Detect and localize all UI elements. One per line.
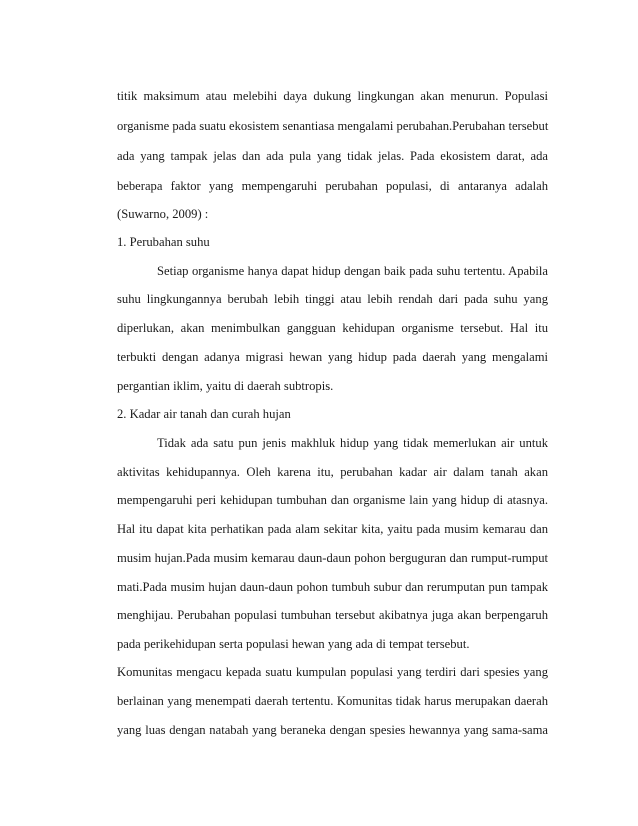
- text-line: berlainan yang menempati daerah tertentu. Komunitas tidak harus merupakan daerah: [117, 694, 548, 708]
- text-line: terbukti dengan adanya migrasi hewan yang hidup pada daerah yang mengalami: [117, 350, 548, 364]
- text-line: diperlukan, akan menimbulkan gangguan kehidupan organisme tersebut. Hal itu: [117, 321, 548, 335]
- paragraph-first-line: Setiap organisme hanya dapat hidup dengan baik pada suhu tertentu. Apabila: [157, 264, 548, 278]
- text-line: mempengaruhi peri kehidupan tumbuhan dan organisme lain yang hidup di atasnya.: [117, 493, 548, 507]
- text-line: musim hujan.Pada musim kemarau daun-daun pohon berguguran dan rumput-rumput: [117, 551, 548, 565]
- text-line: (Suwarno, 2009) :: [117, 207, 209, 221]
- text-line: ada yang tampak jelas dan ada pula yang tidak jelas. Pada ekosistem darat, ada: [117, 149, 548, 163]
- paragraph-first-line: Tidak ada satu pun jenis makhluk hidup yang tidak memerlukan air untuk: [157, 436, 548, 450]
- text-line: pergantian iklim, yaitu di daerah subtropis.: [117, 379, 334, 393]
- text-line: menghijau. Perubahan populasi tumbuhan tersebut akibatnya juga akan berpengaruh: [117, 608, 548, 622]
- list-heading-1: 1. Perubahan suhu: [117, 235, 210, 249]
- text-line: suhu lingkungannya berubah lebih tinggi atau lebih rendah dari pada suhu yang: [117, 292, 548, 306]
- text-line: titik maksimum atau melebihi daya dukung lingkungan akan menurun. Populasi: [117, 89, 548, 103]
- text-line: beberapa faktor yang mempengaruhi perubahan populasi, di antaranya adalah: [117, 179, 548, 193]
- text-line: mati.Pada musim hujan daun-daun pohon tumbuh subur dan rerumputan pun tampak: [117, 580, 548, 594]
- text-line: pada perikehidupan serta populasi hewan yang ada di tempat tersebut.: [117, 637, 470, 651]
- paragraph-first-line: Komunitas mengacu kepada suatu kumpulan populasi yang terdiri dari spesies yang: [117, 665, 548, 679]
- text-line: organisme pada suatu ekosistem senantiasa mengalami perubahan.Perubahan tersebut: [117, 119, 549, 133]
- list-heading-2: 2. Kadar air tanah dan curah hujan: [117, 407, 291, 421]
- text-line: aktivitas kehidupannya. Oleh karena itu, perubahan kadar air dalam tanah akan: [117, 465, 548, 479]
- text-line: yang luas dengan natabah yang beraneka dengan spesies hewannya yang sama-sama: [117, 723, 548, 737]
- text-line: Hal itu dapat kita perhatikan pada alam sekitar kita, yaitu pada musim kemarau dan: [117, 522, 548, 536]
